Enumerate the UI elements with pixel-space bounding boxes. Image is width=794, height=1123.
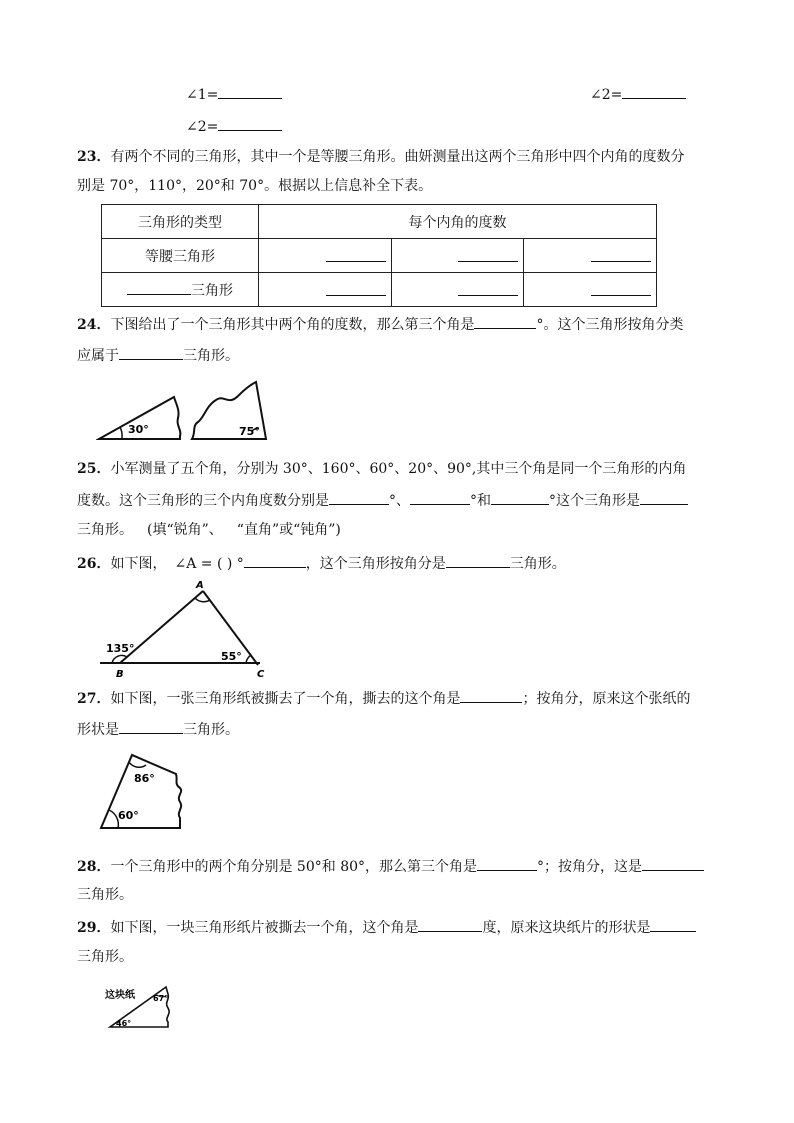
q24-angle-30: 30° (128, 423, 149, 436)
q26-text-b: ∠A = ( ) ° (174, 556, 244, 572)
answer-blank[interactable] (640, 490, 688, 505)
table-cell[interactable] (391, 273, 524, 307)
q24-text-1b: °。这个三角形按角分类 (536, 317, 684, 333)
angle2-label: ∠2= (186, 119, 219, 135)
answer-blank[interactable] (474, 314, 536, 329)
q25-line2 (77, 490, 688, 511)
table-cell[interactable] (259, 273, 392, 307)
q27-line2 (77, 719, 239, 740)
table-cell[interactable] (524, 273, 657, 307)
q25-sep2: °和 (470, 493, 491, 509)
question-number: 28． (77, 859, 111, 875)
q29-text-2: 三角形。 (77, 949, 133, 965)
answer-blank[interactable] (119, 345, 183, 360)
q26-angle-55: 55° (221, 650, 242, 663)
q29-angle-67: 67° (153, 994, 169, 1003)
q27-text-1a: 如下图，一张三角形纸被撕去了一个角，撕去的这个角是 (110, 691, 461, 707)
q27-angle-60: 60° (118, 809, 139, 822)
angle2-answer-line-left (186, 116, 282, 137)
answer-blank[interactable] (650, 917, 696, 932)
answer-blank[interactable] (458, 279, 518, 296)
table-cell[interactable] (524, 239, 657, 273)
answer-blank[interactable] (218, 116, 282, 131)
answer-blank[interactable] (458, 245, 518, 262)
q29-caption: 这块纸 (105, 990, 135, 1001)
q28-text-1a: 一个三角形中的两个角分别是 50°和 80°，那么第三个角是 (110, 859, 478, 875)
q27-angle-86: 86° (134, 772, 155, 785)
q28-line2 (77, 885, 133, 905)
q29-angle-46: 46° (116, 1019, 132, 1028)
q26-angle-135: 135° (106, 642, 135, 655)
q24-line2 (77, 345, 239, 366)
q24-text-2b: 三角形。 (183, 348, 239, 364)
answer-blank[interactable] (244, 553, 306, 568)
angle1-label: ∠1= (186, 87, 219, 103)
table-header-type: 三角形的类型 (102, 205, 259, 239)
q27-line1 (77, 688, 690, 709)
q28-text-2: 三角形。 (77, 887, 133, 903)
q25-text-3b: (填“锐角”、 (147, 522, 223, 538)
q24-text-1a: 下图给出了一个三角形其中两个角的度数，那么第三个角是 (110, 317, 475, 333)
answer-blank[interactable] (127, 280, 191, 295)
q25-line3 (77, 520, 341, 540)
answer-blank[interactable] (410, 490, 470, 505)
table-row-other-suffix: 三角形 (191, 282, 233, 299)
q27-torn-triangle-figure (98, 752, 190, 832)
q24-angle-75: 75° (239, 425, 260, 438)
q26-label-c: C (257, 669, 265, 680)
q29-text-1b: 度，原来这块纸片的形状是 (482, 920, 651, 936)
q25-line1 (77, 459, 686, 479)
q26-text-d: 三角形。 (509, 556, 566, 572)
q25-sep3: °这个三角形是 (549, 493, 640, 509)
question-number: 26． (77, 556, 111, 572)
q25-sep1: °、 (389, 493, 410, 509)
q26-triangle-figure (100, 578, 272, 680)
table-row-isosceles-label: 等腰三角形 (102, 239, 259, 273)
q29-line2 (77, 947, 133, 967)
q23-line1 (77, 147, 684, 167)
q24-torn-triangle-figure (96, 378, 268, 442)
q24-line1 (77, 314, 683, 335)
q25-text-2a: 度数。这个三角形的三个内角度数分别是 (77, 493, 329, 509)
q29-line1 (77, 917, 696, 938)
q25-text-1: 小军测量了五个角，分别为 30°、160°、60°、20°、90°,其中三个角是同一个三角形的内角 (110, 461, 687, 477)
q23-line2 (77, 176, 432, 196)
answer-blank[interactable] (491, 490, 549, 505)
q29-text-1a: 如下图，一块三角形纸片被撕去一个角，这个角是 (110, 920, 419, 936)
q26-text-a: 如下图， (110, 556, 167, 572)
q27-text-1b: ；按角分，原来这个张纸的 (522, 691, 691, 707)
q26-label-b: B (116, 669, 124, 680)
answer-blank[interactable] (591, 245, 651, 262)
answer-blank[interactable] (218, 84, 282, 99)
answer-blank[interactable] (418, 917, 482, 932)
answer-blank[interactable] (622, 84, 686, 99)
question-number: 23． (77, 149, 111, 165)
answer-blank[interactable] (119, 719, 183, 734)
question-number: 27． (77, 691, 111, 707)
q23-text-2: 别是 70°，110°，20°和 70°。根据以上信息补全下表。 (77, 178, 433, 194)
answer-blank[interactable] (642, 856, 704, 871)
table-row-other-label (102, 273, 259, 307)
angle2-answer-line-right (590, 84, 686, 105)
answer-blank[interactable] (446, 553, 510, 568)
answer-blank[interactable] (591, 279, 651, 296)
question-number: 25． (77, 461, 111, 477)
q27-text-2b: 三角形。 (183, 722, 239, 738)
q26-text-c: ，这个三角形按角分是 (305, 556, 446, 572)
q23-text-1: 有两个不同的三角形，其中一个是等腰三角形。曲妍测量出这两个三角形中四个内角的度数分 (110, 149, 685, 165)
q28-line1 (77, 856, 704, 877)
q28-text-1b: °；按角分，这是 (537, 859, 643, 875)
table-header-angles: 每个内角的度数 (259, 205, 657, 239)
answer-blank[interactable] (326, 279, 386, 296)
q29-torn-triangle-figure (104, 984, 176, 1030)
question-number: 24． (77, 317, 111, 333)
answer-blank[interactable] (329, 490, 389, 505)
answer-blank[interactable] (460, 688, 522, 703)
angle2-label: ∠2= (590, 87, 623, 103)
question-number: 29． (77, 920, 111, 936)
answer-blank[interactable] (477, 856, 537, 871)
table-cell[interactable] (391, 239, 524, 273)
q26-label-a: A (196, 580, 204, 591)
q25-text-3a: 三角形。 (77, 522, 133, 538)
table-cell[interactable] (259, 239, 392, 273)
angle-table (101, 204, 657, 307)
q26-line (77, 553, 566, 574)
angle1-answer-line (186, 84, 282, 105)
q27-text-2a: 形状是 (77, 722, 119, 738)
q25-text-3c: “直角”或“钝角”) (236, 522, 341, 538)
q24-text-2a: 应属于 (77, 348, 119, 364)
answer-blank[interactable] (326, 245, 386, 262)
